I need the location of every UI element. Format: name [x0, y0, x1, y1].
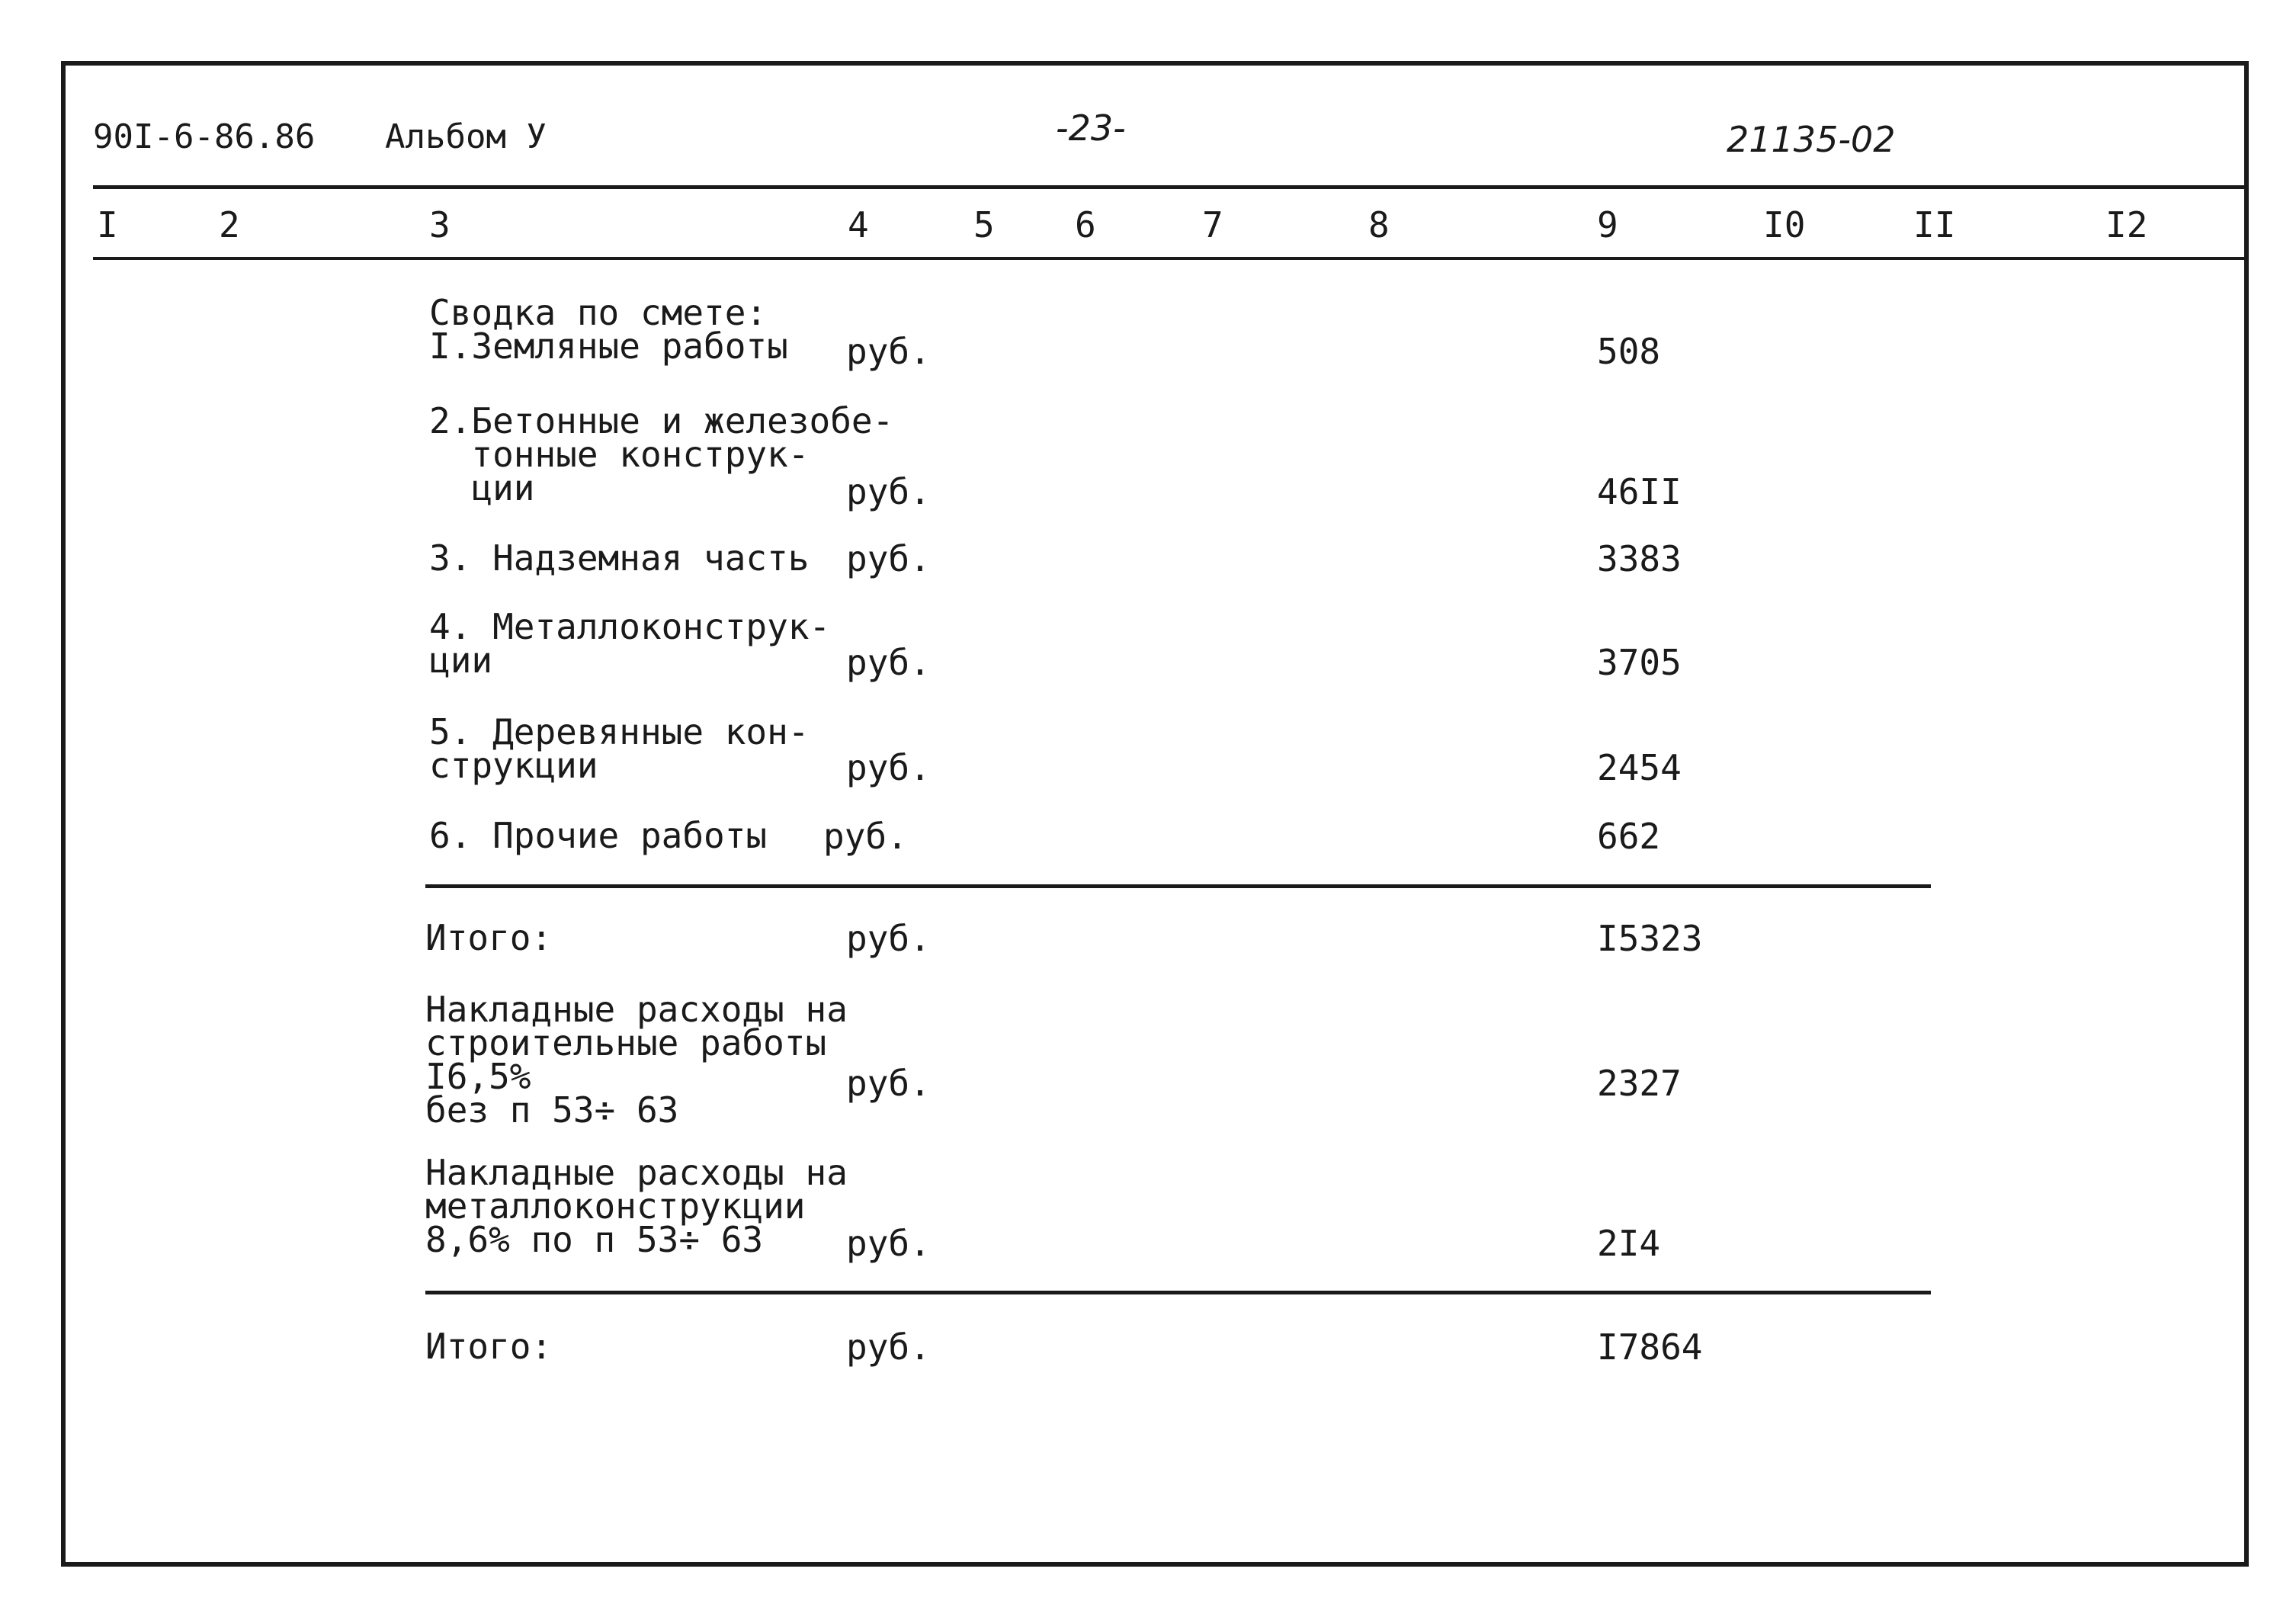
column-number-11: II	[1913, 204, 1956, 245]
row-value-metal-structures: 3705	[1597, 642, 1682, 683]
row-value-concrete: 46II	[1597, 471, 1682, 512]
row-unit-other-works: руб.	[823, 816, 908, 857]
row-text-other-works: 6. Прочие работы	[429, 815, 768, 856]
row-text-earthworks: Сводка по смете: I.Земляные работы	[429, 292, 788, 367]
row-value-overhead-metal: 2I4	[1597, 1223, 1661, 1264]
column-number-4: 4	[848, 204, 869, 245]
row-value-subtotal: I5323	[1597, 918, 1703, 959]
row-text-overhead-construction: Накладные расходы на строительные работы I6,5% без п 53÷ 63	[425, 989, 848, 1131]
row-text-overhead-metal: Накладные расходы на металлоконструкции 8,6% по п 53÷ 63	[425, 1152, 848, 1260]
total-divider	[425, 1291, 1931, 1294]
column-number-1: I	[97, 204, 118, 245]
row-unit-metal-structures: руб.	[846, 642, 931, 683]
column-number-6: 6	[1075, 204, 1096, 245]
document-frame	[61, 61, 2249, 1567]
row-unit-above-ground: руб.	[846, 538, 931, 579]
header-divider	[93, 185, 2249, 189]
column-number-10: I0	[1763, 204, 1806, 245]
row-text-above-ground: 3. Надземная часть	[429, 537, 810, 579]
column-number-2: 2	[219, 204, 240, 245]
document-code: 90I-6-86.86	[93, 117, 316, 156]
row-value-above-ground: 3383	[1597, 538, 1682, 579]
row-text-metal-structures: 4. Металлоконструк- ции	[429, 606, 831, 681]
row-value-other-works: 662	[1597, 816, 1661, 857]
row-unit-overhead-construction: руб.	[846, 1063, 931, 1104]
row-unit-total: руб.	[846, 1326, 931, 1368]
row-value-overhead-construction: 2327	[1597, 1063, 1682, 1104]
row-unit-earthworks: руб.	[846, 331, 931, 372]
column-number-5: 5	[973, 204, 995, 245]
column-header-divider	[93, 257, 2249, 260]
row-text-total: Итого:	[425, 1326, 553, 1367]
row-unit-overhead-metal: руб.	[846, 1223, 931, 1264]
column-number-12: I2	[2105, 204, 2148, 245]
row-text-wooden-structures: 5. Деревянные кон- струкции	[429, 711, 810, 786]
sheet-code: 21135-02	[1727, 119, 1896, 160]
row-unit-subtotal: руб.	[846, 918, 931, 959]
row-unit-wooden-structures: руб.	[846, 747, 931, 788]
column-number-7: 7	[1202, 204, 1223, 245]
row-text-concrete: 2.Бетонные и железобе- тонные конструк- ции	[429, 400, 894, 508]
subtotal-divider	[425, 884, 1931, 888]
column-number-9: 9	[1597, 204, 1618, 245]
column-number-3: 3	[429, 204, 451, 245]
row-unit-concrete: руб.	[846, 471, 931, 512]
row-text-subtotal: Итого:	[425, 917, 553, 958]
album-label: Альбом У	[385, 117, 547, 156]
row-value-wooden-structures: 2454	[1597, 747, 1682, 788]
page-number: -23-	[1056, 107, 1126, 149]
column-number-8: 8	[1368, 204, 1390, 245]
row-value-earthworks: 508	[1597, 331, 1661, 372]
row-value-total: I7864	[1597, 1326, 1703, 1368]
